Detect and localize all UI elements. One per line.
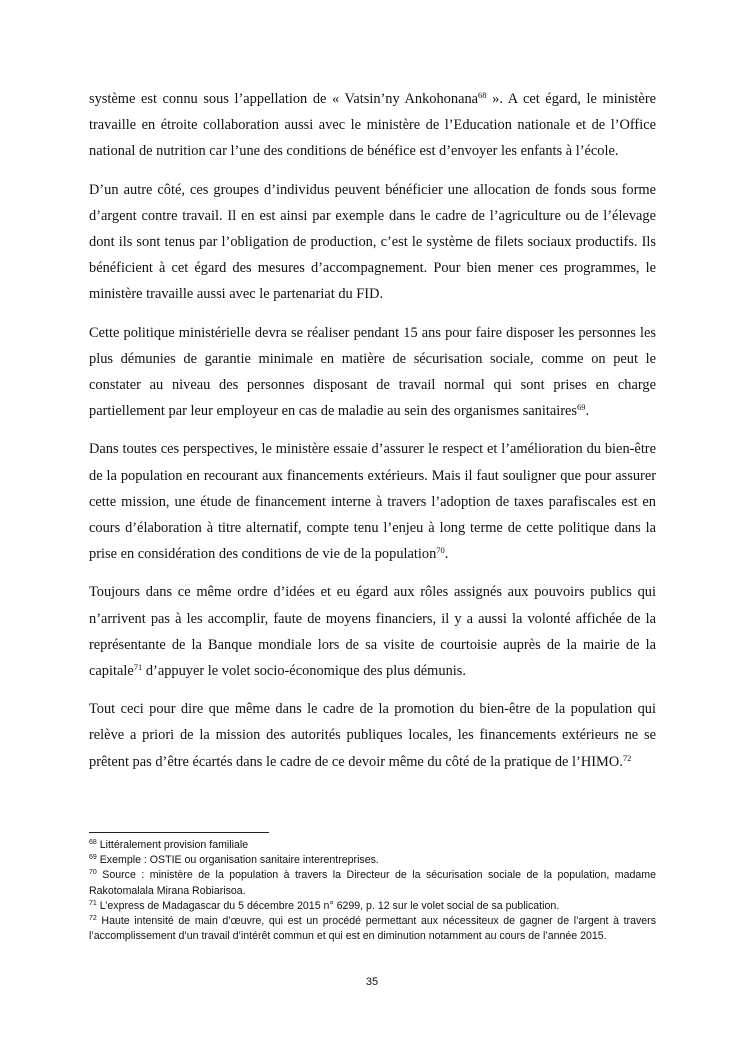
footnote-ref-69[interactable]: 69 [577,402,586,413]
page-number: 35 [365,976,379,988]
footnote-ref-68[interactable]: 68 [478,90,487,100]
footnote-ref-72[interactable]: 72 [622,752,632,763]
footnote-70: $^{70}$ Source : ministère de la population à travers la Directeur de la sécurisation sociale de la population, madame Rakotomalala Mirana Robiarisoa. [89,869,656,897]
footnote-69: $^{69}$ Exemple : OSTIE ou organisation sanitaire interentreprises. [89,854,379,867]
footnote-separator [89,832,269,833]
footnotes [89,838,656,944]
footnote-ref-71[interactable]: 71 [133,662,143,673]
paragraph-5: Toujours dans ce même ordre d’idées et eu égard aux rôles assignés aux pouvoirs publics qui n’arrivent pas à les accomplir, faute de moyens financiers, il y a aussi la volonté affichée de la représentante de la Banque mondiale lors de sa visite de courtoisie auprès de la mairie de la capitale$^{71}$ d’appuyer le volet socio-économique des plus démunis. [89,584,656,680]
paragraph-3: Cette politique ministérielle devra se réaliser pendant 15 ans pour faire disposer les personnes les plus démunies de garantie minimale en matière de sécurisation sociale, comme on peut le constater au niveau des personnes disposant de travail normal qui sont prises en charge partiellement par leur employeur en cas de maladie au sein des organismes sanitaires$^{69}$. [89,324,656,420]
footnote-72: $^{72}$ Haute intensité de main d’œuvre, qui est un procédé permettant aux nécessiteux de gagner de l’argent à travers l’accomplissement d’un travail d’intérêt commun et qui est en diminution notamment au cours de l’année 2015. [89,915,656,943]
body-text [89,86,656,787]
paragraph-6: Tout ceci pour dire que même dans le cadre de la promotion du bien-être de la population qui relève a priori de la mission des autorités publiques locales, les financements extérieurs ne se prêtent pas d’être écartés dans le cadre de ce devoir même du côté de la pratique de l’HIMO.$^{72}$ [89,701,656,770]
paragraph-4: Dans toutes ces perspectives, le ministère essaie d’assurer le respect et l’amélioration du bien-être de la population en recourant aux financements extérieurs. Mais il faut souligner que pour assurer cette mission, une étude de financement interne à travers l’adoption de taxes parafiscales est en cours d’élaboration à titre alternatif, compte tenu l’enjeu à long terme de cette politique dans la prise en considération des conditions de vie de la population$^{70}$. [89,441,656,563]
paragraph-2: D’un autre côté, ces groupes d’individus peuvent bénéficier une allocation de fonds sous forme d’argent contre travail. Il en est ainsi par exemple dans le cadre de l’agriculture ou de l’élevage dont ils sont tenus par l’obligation de production, c’est le système de filets sociaux productifs. Ils bénéficient à cet égard des mesures d’accompagnement. Pour bien mener ces programmes, le ministère travaille aussi avec le partenariat du FID. [89,181,656,303]
paragraph-1: système est connu sous l’appellation de « Vatsin’ny Ankohonana$^{68}$ ». A cet égard, le ministère travaille en étroite collaboration aussi avec le ministère de l’Education nationale et de l’Office national de nutrition car l’une des conditions de bénéfice est d’envoyer les enfants à l’école. [89,90,656,160]
footnote-ref-70[interactable]: 70 [436,545,445,556]
footnote-68: $^{68}$ Littéralement provision familiale [89,839,249,851]
footnote-71: $^{71}$ L’express de Madagascar du 5 décembre 2015 n° 6299, p. 12 sur le volet social de sa publication. [89,899,560,912]
